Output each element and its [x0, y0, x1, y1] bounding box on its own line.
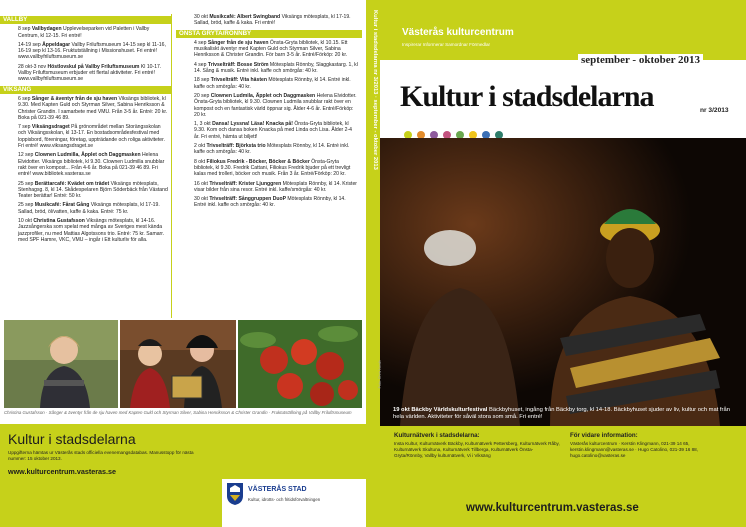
event-title: Trivselträff: Björksta trio [206, 143, 266, 150]
event-description: Viksängs mötesplats, Stenhagsg. 8, kl 14. Skådespelaren Björn Söderbäck från Västand Teater berättar! Entré: 50 kr. [18, 180, 168, 200]
event-date: 25 sep [18, 180, 34, 187]
photo-caption: Christina Gustafsson · Sånger & äventyr från de sju haven med Kapten Guld och Styrman Silver, Sabina Henriksson & Christer Grandin · Fruktutställning på Vallby Friluftsmuseum [4, 410, 352, 415]
event-description: Önsta-Gryta bibliotek, kl 9.30. Fredrik Cattani, Filiokus Fredrik bjuder på ett trevligt kalas med trolleri, böcker och musik. Från 3 år. Entré/Förköp: 20 kr. [194, 158, 351, 178]
event-entry [18, 124, 169, 149]
event-date: 4 sep [194, 39, 207, 46]
event-description: Önsta-Gryta bibliotek, kl 10.15. Ett musikaliskt äventyr med Kapten Guld och Styrman Silver, Sabina Henriksson & Christer Grandin. För barn 3-5 år. Entré/Förköp: 20 kr. [194, 39, 348, 59]
event-title: Höstlovskul på Vallby Friluftsmuseum [47, 63, 140, 70]
event-title: Trivselträff: Sånggruppen DuoP [209, 196, 287, 203]
event-description: På grönområdet mellan Storängsskolan och Viksängsskolan, kl 13-17. En bostadsområdesfestival med loppisbord, föreningar, företag, uppträdande och roliga aktiviteter. Fri entré! www.viksangsdraget.se [18, 124, 165, 150]
event-entry [18, 181, 169, 200]
event-date: 6 sep [18, 95, 31, 102]
event-title: Trivselträff: Bosse Ström [207, 61, 269, 68]
event-title: Trivselträff: Vita hästen [210, 77, 267, 84]
event-column-1 [0, 14, 172, 318]
event-description: Helena Elvidotter. Önsta-Gryta bibliotek, kl 9.30. Clownen Ludmila snubblar rakt över en kompost och en fantastisk värld öppnar sig. Ålder 4-6 år. Entré/Förköp: 20 kr. [194, 92, 357, 118]
event-entry [194, 14, 359, 27]
event-description: Viksängs mötesplats, kl 17-19. Sallad, bröd, öl/vatten, kaffe & kaka. Entré: 75 kr. [18, 202, 160, 215]
event-column-2 [176, 14, 362, 318]
event-date: 20 sep [194, 92, 210, 99]
event-entry [194, 40, 359, 59]
event-date: 10 okt [18, 218, 32, 225]
event-title: Berättarcafé: Kvädet om trädet [34, 180, 110, 187]
event-title: Filiokus Fredrik - Böcker, Böcker & Böcker [206, 158, 310, 165]
vasteras-stad-name: VÄSTERÅS STAD [248, 486, 307, 493]
hero-caption-title: 19 okt Bäckby Världskulturfestival [393, 407, 488, 413]
hero-photo-dancers [380, 138, 746, 426]
event-entry [18, 202, 169, 215]
issue-number: nr 3/2013 [700, 107, 729, 114]
date-range: september - oktober 2013 [578, 54, 703, 66]
event-title: Musikcafé: Fårat Gång [34, 202, 90, 209]
event-description: Vallby Friluftsmuseum 14-15 sep kl 11-16, 16-19 sep kl 13-16. Fruktutställning i Missionshuset. Fri entré! www.vallbyfriluftsmuseum.se [18, 41, 166, 61]
networks-text: Insta Kultur, Kulturnätverk Bäckby, Kulturnätverk Pettersberg, Kulturnätverk Råby, Kulturnätverk Skultuna, Kulturnätverk Tillberga, Kulturnätverk Önsta-Gryta/Rönnby, Vallby kulturnätverk, Vi i Viksäng [394, 441, 560, 458]
event-description: Viksängs bibliotek, kl 9.30. Med Kapten Guld och Styrman Silver, Sabina Henriksson & Christer Grandin. I samarbete med VMU. Från 3-5 år. Entré: 20 kr. Boka på 021-39 46 89. [18, 95, 168, 121]
cover-url[interactable]: www.kulturcentrum.vasteras.se [466, 502, 639, 514]
event-title: Äppeldagar [42, 41, 71, 48]
event-description: Upplevelseparken vid Paletten i Vallby Centrum, kl 12-15. Fri entré! [18, 26, 150, 39]
event-entry [194, 181, 359, 194]
event-date: 12 sep [18, 152, 34, 159]
event-description: Mötesplats Rönnby, Slaggkastarg. 1, kl 14. Sång & musik. Entré inkl. kaffe och smörgås: 40 kr. [194, 61, 358, 75]
event-title: Vallbydagen [31, 26, 62, 33]
brand-name: Västerås kulturcentrum [402, 27, 514, 38]
event-entry [194, 121, 359, 140]
event-date: 7 sep [18, 124, 31, 131]
event-title: Musikcafé: Albert Swingband [209, 14, 281, 20]
event-description: Önsta-Gryta bibliotek, kl 9.30. Kom och dansa boken Knacka på med Linda och Lisa. Ålder 2-4 år. Fri entré, hämta ut biljett! [194, 121, 353, 140]
event-date: 30 okt [194, 14, 208, 20]
event-date: 16 okt [194, 180, 208, 187]
event-entry [18, 26, 169, 39]
event-description: Mötesplats Rönnby, kl 14. Entré inkl. kaffe och smörgås: 40 kr. [194, 196, 346, 209]
event-title: Dansa! Lyssna! Läsa! Knacka på! [212, 121, 293, 128]
event-date: 30 okt [194, 196, 208, 203]
photo-credit: Foto: Chris Nordh [378, 360, 382, 389]
spine-text: Kultur i stadsdelarna nr 3/2013 · september - oktober 2013 [372, 10, 378, 170]
section-heading: VALLBY [0, 16, 172, 24]
footer-subtitle: Uppgifterna hämtas ur Västerås stads officiella evenemangsdatabas. Manusstopp för nästa nummer: 15 oktober 2013. [8, 450, 194, 461]
event-entry [18, 42, 169, 61]
column-divider [171, 14, 172, 318]
vasteras-stad-tag: Kultur, idrotts- och fritidsförvaltningen [248, 497, 321, 502]
event-date: 14-19 sep [18, 41, 41, 48]
event-title: Viksängsdraget [31, 124, 70, 131]
event-date: 1, 3 okt [194, 121, 211, 128]
event-entry [18, 64, 169, 83]
networks-heading: Kulturnätverk i stadsdelarna: [394, 432, 480, 439]
brand-tagline: Inspirerar Informerar Samordnar Förmedlar [402, 42, 491, 47]
event-entry [194, 93, 359, 118]
event-description: Mötesplats Rönnby, kl 14. Entré inkl. kaffe och smörgås: 40 kr. [194, 77, 351, 90]
footer-url[interactable]: www.kulturcentrum.vasteras.se [8, 467, 116, 476]
event-entry [194, 196, 359, 209]
section-heading: VIKSÄNG [0, 86, 172, 94]
event-entry [194, 159, 359, 178]
info-heading: För vidare information: [570, 432, 638, 439]
vasteras-crest-icon [226, 482, 244, 506]
event-title: Christina Gustafsson [33, 218, 85, 225]
info-text: Västerås kulturcentrum · Kerstin Klingmann, 021-39 14 65, kerstin.klingmann@vasteras.se · Hugo Catolino, 021-39 16 88, hugo.catolino@vasteras.se [570, 441, 698, 458]
event-entry [18, 152, 169, 177]
photo-christina-gustafsson [4, 320, 118, 408]
event-description: Kl 10-17. Vallby Friluftsmuseum erbjuder ett flertal aktiviteter. Fri entré! www.vallbyfriluftsmuseum.se [18, 63, 162, 83]
section-heading: ÖNSTA GRYTA/RÖNNBY [176, 30, 362, 38]
event-date: 8 okt [194, 158, 206, 165]
event-entry [194, 62, 359, 75]
event-entry [194, 77, 359, 90]
event-description: Helena Elvidotter. Viksängs bibliotek, kl 9.30. Clownen Ludmilla snubblar rakt över en kompost... Från 4-6 år. Boka på 021-39 46 89. Fri entré! www.bibliotek.vasteras.se [18, 152, 165, 178]
event-description: Viksängs mötesplats, kl 14-16. Jazzsångerska som spelat med många av Sveriges mest kända jazzprofiler, nu med Mattias Algotssons trio. Entré: 75 kr. Samarr. med SPF Hamre, VKC, VMU – ingår i Ett kulturliv för alla. [18, 218, 165, 243]
event-date: 18 sep [194, 77, 210, 84]
event-date: 28 okt-3 nov [18, 63, 47, 70]
photo-pirates [120, 320, 236, 408]
event-entry [194, 143, 359, 156]
event-title: Clownen Ludmilla, Äpplet och Daggmasken [34, 152, 141, 159]
cover-title: Kultur i stadsdelarna [400, 80, 654, 113]
event-date: 2 okt [194, 143, 206, 150]
event-date: 8 sep [18, 26, 31, 33]
event-description: Viksängs mötesplats, kl 17-19. Sallad, bröd, kaffe & kaka. Fri entré! [194, 14, 351, 27]
event-title: Clownen Ludmila, Äpplet och Daggmasken [210, 92, 316, 99]
event-description: Mötesplats Rönnby, kl 14. Krister visar bilder från sina resor. Entré inkl. kaffe/smörgås: 40 kr. [194, 180, 357, 193]
hero-caption-text: Bäckbyhuset, ingång från Bäckby torg, kl 14-18. Bäckbyhuset sjuder av liv, kultur och mat från hela världen. Aktiviteter för såväl stora som små. Fri entré! [393, 407, 730, 420]
event-date: 4 sep [194, 61, 207, 68]
footer-title: Kultur i stadsdelarna [8, 431, 136, 447]
event-title: Trivselträff: Krister Ljunggren [209, 180, 282, 187]
event-entry [18, 218, 169, 243]
event-description: Mötesplats Rönnby, kl 14. Entré inkl. kaffe och smörgås: 40 kr. [194, 143, 350, 156]
event-date: 25 sep [18, 202, 34, 209]
photo-apples [238, 320, 362, 408]
event-title: Sånger från de sju haven [207, 39, 269, 46]
hero-caption [393, 407, 738, 421]
event-entry [18, 96, 169, 121]
event-title: Sånger & äventyr från de sju haven [31, 95, 118, 102]
